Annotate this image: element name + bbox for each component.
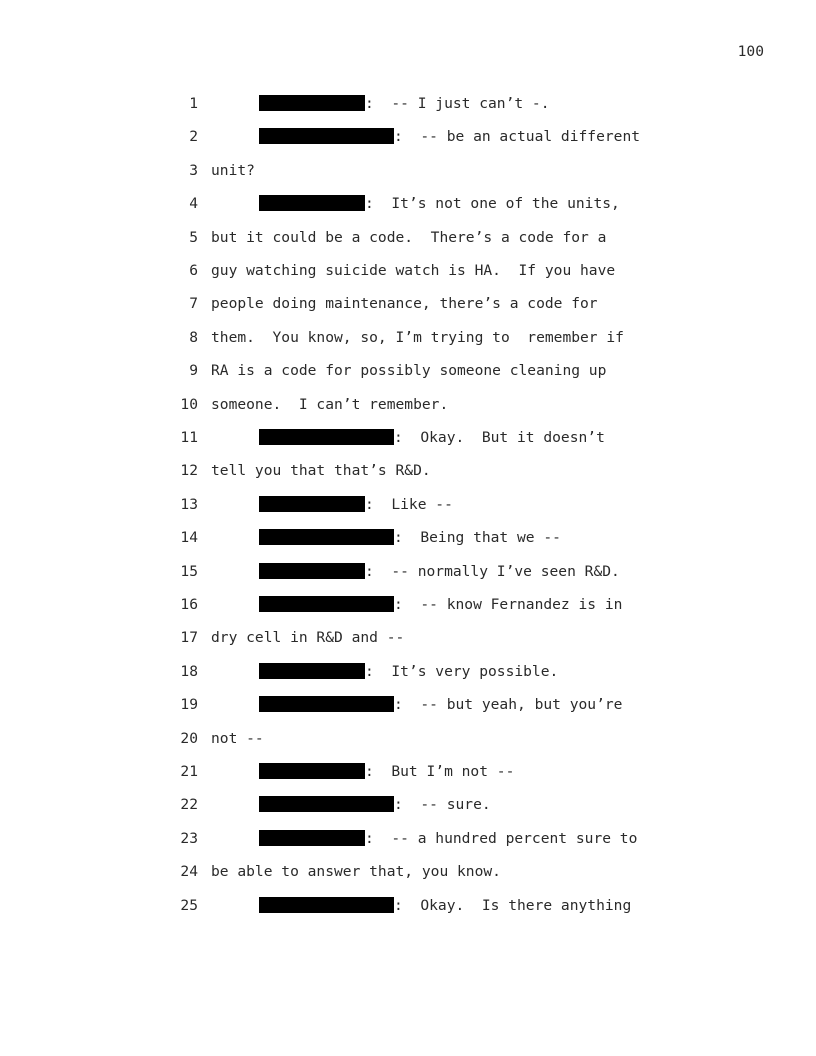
line-number: 11 [180,429,198,446]
transcript-line [0,427,816,449]
transcript-line [0,828,816,850]
transcript-line [0,861,816,883]
transcript-line [0,728,816,750]
speaker-redaction [259,897,394,913]
transcript-line [0,460,816,482]
line-text: : -- normally I’ve seen R&D. [365,562,620,580]
line-content [211,126,640,148]
line-content [211,828,637,850]
line-text: : It’s not one of the units, [365,195,620,213]
speaker-redaction [259,663,365,679]
line-content [211,327,624,349]
transcript-line [0,694,816,716]
line-text: : But I’m not -- [365,763,515,780]
line-number: 22 [180,796,198,814]
line-content [211,594,622,616]
line-content [211,494,453,516]
line-number: 25 [180,896,198,914]
line-content [211,761,514,783]
speaker-redaction [259,563,365,579]
transcript-line [0,126,816,148]
line-text: : -- I just can’t -. [365,95,550,112]
page-number: 100 [737,43,764,60]
transcript-line [0,761,816,783]
line-content [211,661,558,683]
line-text: : Okay. Is there anything [394,896,632,914]
line-number: 18 [180,662,198,680]
line-content [211,794,491,816]
line-number: 16 [180,596,198,613]
line-number: 1 [189,95,198,112]
line-text: : Like -- [365,495,453,513]
transcript-line [0,327,816,349]
line-number: 3 [189,161,198,179]
transcript-line [0,895,816,917]
line-number: 14 [180,529,198,547]
line-content [211,527,561,549]
line-text: : -- be an actual different [394,128,641,146]
transcript-line [0,494,816,516]
speaker-redaction [259,830,365,846]
line-content [211,293,598,315]
speaker-redaction [259,195,365,211]
line-text: : Okay. But it doesn’t [394,429,605,446]
line-text: : -- a hundred percent sure to [365,829,638,847]
line-number: 15 [180,562,198,580]
line-content [211,260,615,282]
line-text: RA is a code for possibly someone cleaning up [211,362,607,380]
line-content [211,193,620,215]
line-number: 6 [189,262,198,279]
line-number: 4 [189,195,198,213]
transcript-line [0,93,816,115]
line-number: 24 [180,863,198,881]
line-text: be able to answer that, you know. [211,863,501,881]
speaker-redaction [259,95,365,111]
line-text: unit? [211,161,255,179]
transcript-line [0,160,816,182]
speaker-redaction [259,696,394,712]
line-text: tell you that that’s R&D. [211,462,431,480]
line-content [211,360,606,382]
line-content [211,460,431,482]
line-text: but it could be a code. There’s a code for a [211,228,607,246]
transcript-line [0,661,816,683]
line-content [211,394,448,416]
line-content [211,427,605,449]
line-number: 12 [180,462,198,480]
line-content [211,93,550,115]
line-number: 21 [180,763,198,780]
line-text: : Being that we -- [394,529,561,547]
transcript-line [0,627,816,649]
speaker-redaction [259,429,394,445]
line-number: 7 [189,295,198,313]
transcript-line [0,561,816,583]
line-text: them. You know, so, I’m trying to remember if [211,328,624,346]
line-number: 13 [180,495,198,513]
line-text: someone. I can’t remember. [211,395,449,413]
transcript-line [0,227,816,249]
speaker-redaction [259,529,394,545]
line-number: 23 [180,829,198,847]
line-text: : -- but yeah, but you’re [394,696,623,714]
line-number: 17 [180,629,198,647]
line-content [211,160,255,182]
transcript-line [0,293,816,315]
transcript-line [0,394,816,416]
line-number: 2 [189,128,198,146]
line-number: 9 [189,362,198,380]
line-text: dry cell in R&D and -- [211,629,405,647]
line-number: 19 [180,696,198,714]
line-number: 10 [180,395,198,413]
line-number: 20 [180,729,198,747]
line-content [211,561,620,583]
line-text: guy watching suicide watch is HA. If you have [211,262,616,279]
speaker-redaction [259,596,394,612]
line-text: people doing maintenance, there’s a code for [211,295,598,313]
line-content [211,694,622,716]
line-content [211,728,264,750]
speaker-redaction [259,796,394,812]
transcript-line [0,260,816,282]
speaker-redaction [259,763,365,779]
transcript-line [0,193,816,215]
speaker-redaction [259,496,365,512]
line-content [211,895,631,917]
line-number: 5 [189,228,198,246]
line-text: : It’s very possible. [365,662,559,680]
transcript-line [0,527,816,549]
line-content [211,227,606,249]
line-number: 8 [189,328,198,346]
transcript-line [0,794,816,816]
transcript-line [0,360,816,382]
line-text: : -- know Fernandez is in [394,596,623,613]
transcript-line [0,594,816,616]
line-text: : -- sure. [394,796,491,814]
line-text: not -- [211,729,264,747]
line-content [211,627,404,649]
speaker-redaction [259,128,394,144]
line-content [211,861,501,883]
